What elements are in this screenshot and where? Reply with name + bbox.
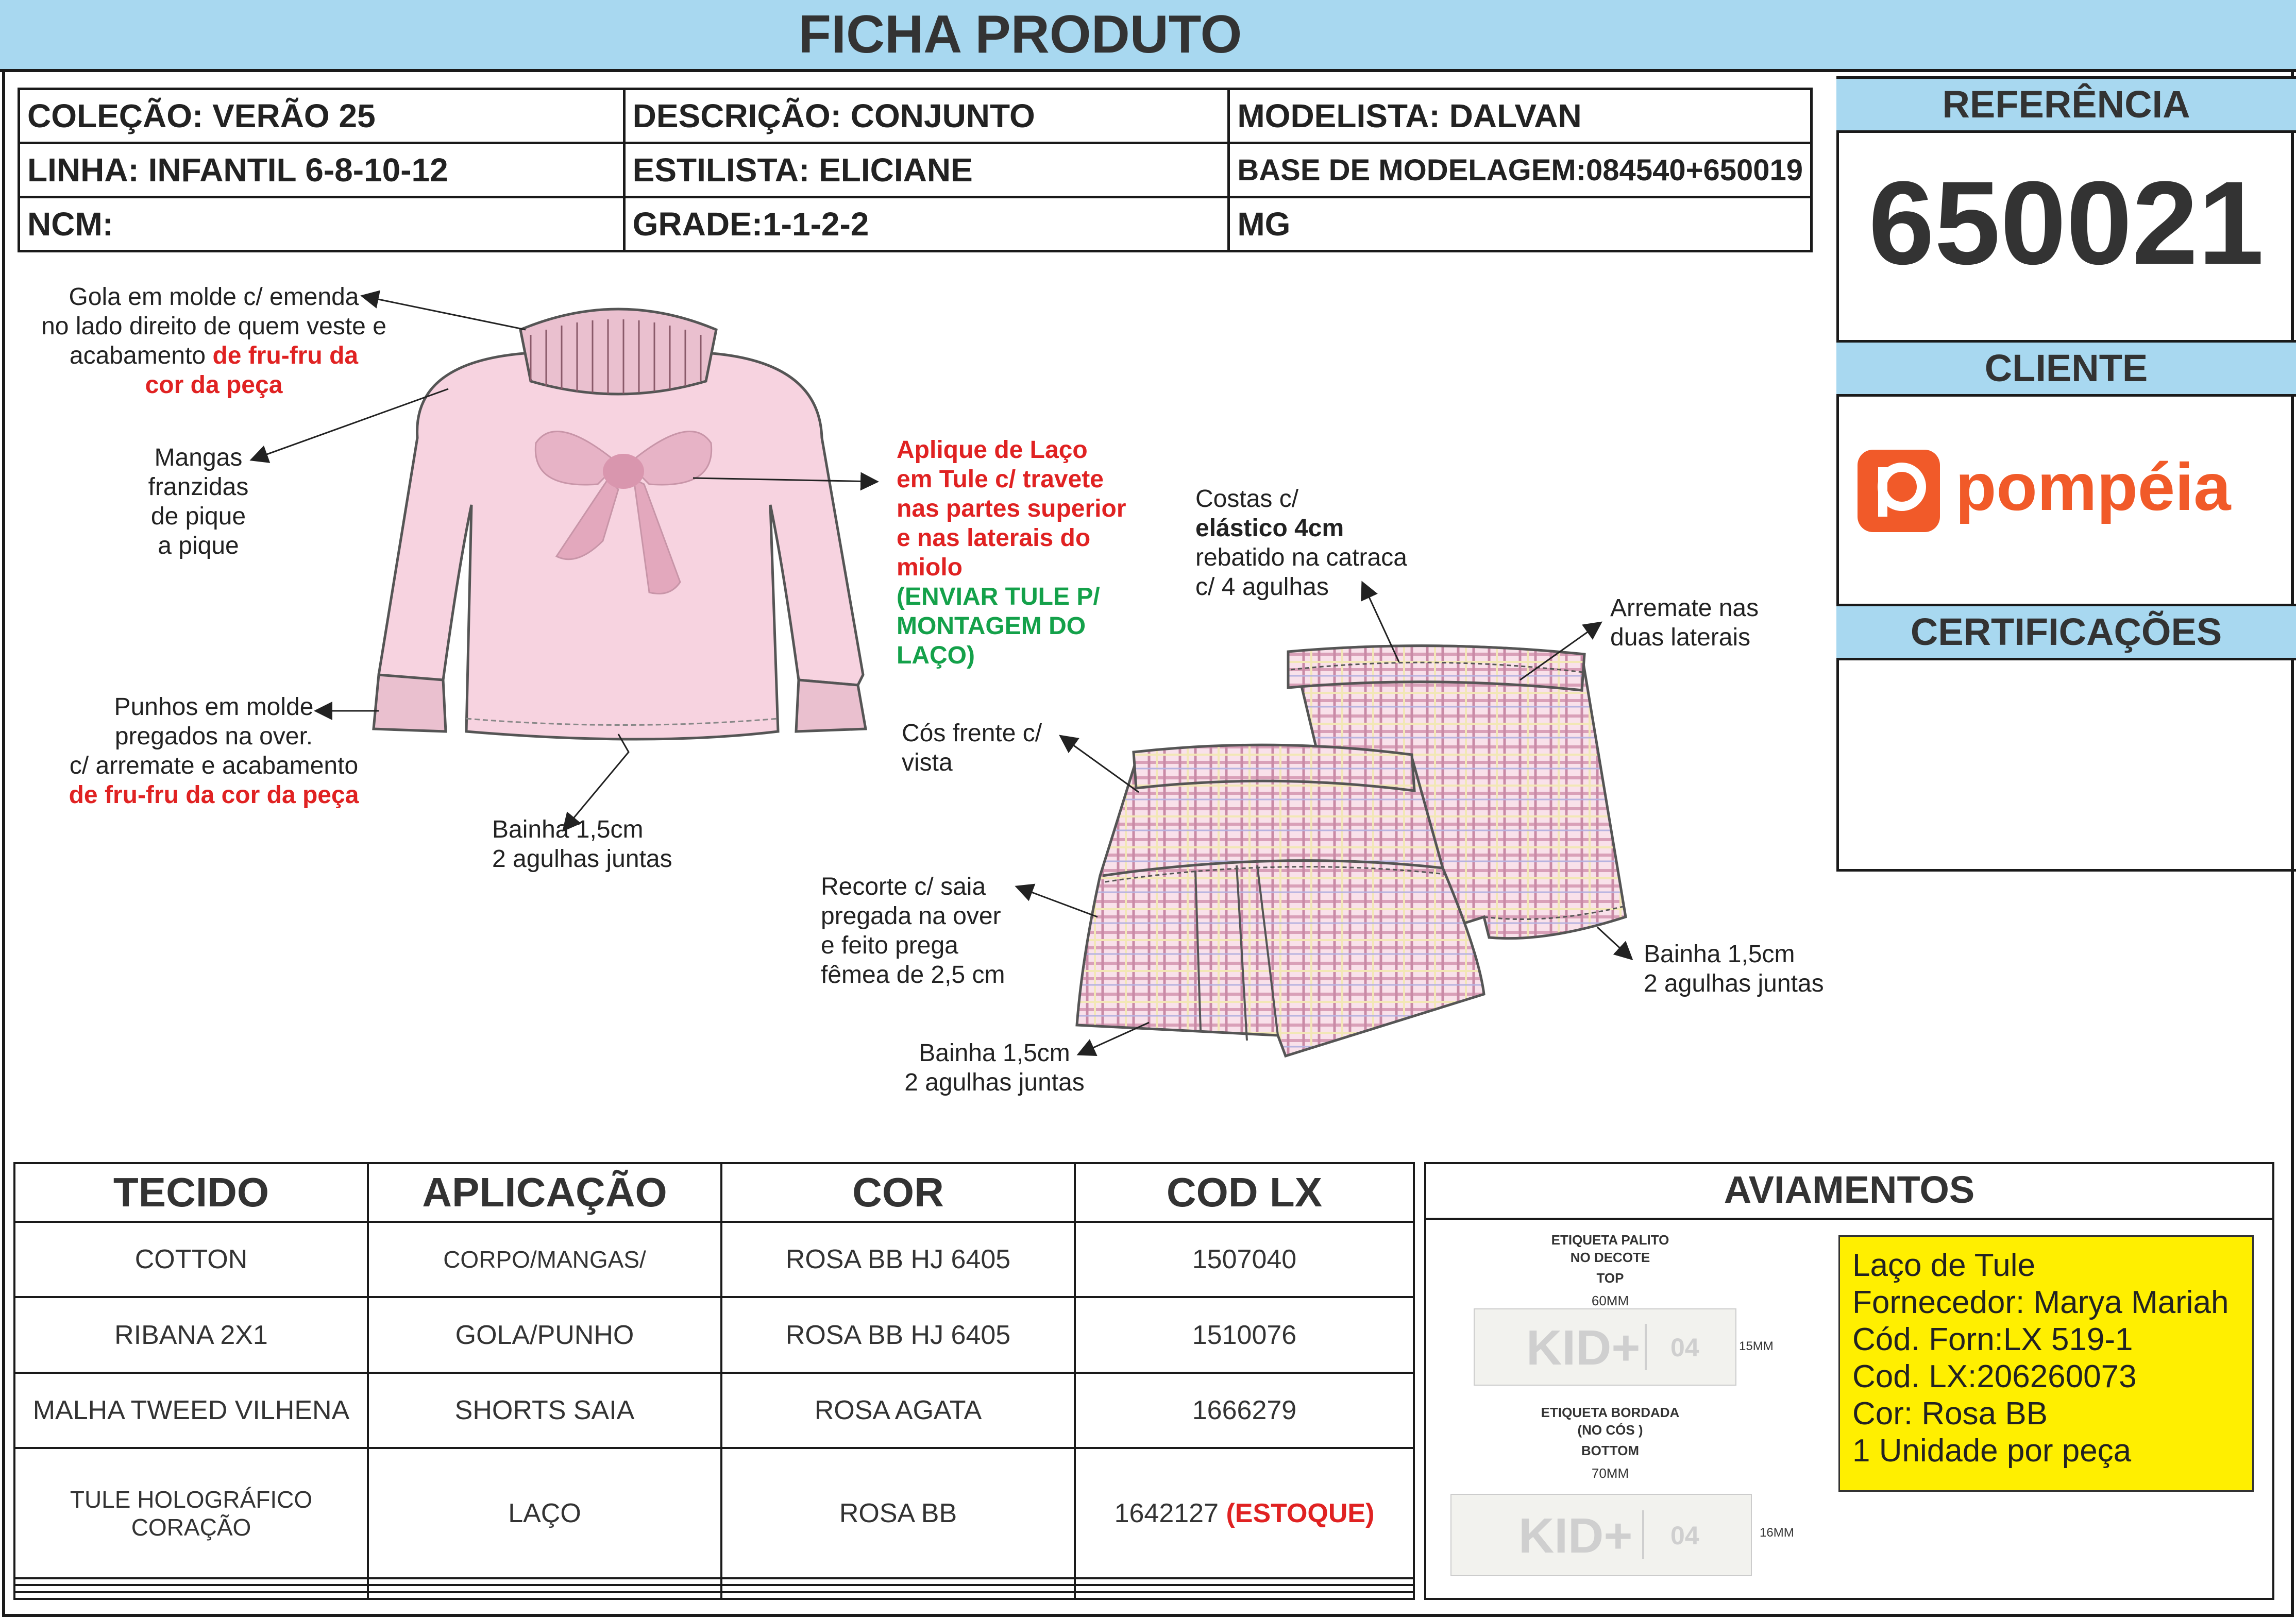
table-row bbox=[14, 1373, 1414, 1448]
note-red-text: nas partes superior bbox=[897, 495, 1126, 522]
empty-cell bbox=[368, 1578, 721, 1585]
info-line: Fornecedor: Marya Mariah bbox=[1852, 1285, 2229, 1320]
cell-aplicacao: CORPO/MANGAS/ bbox=[368, 1222, 721, 1297]
cell-aplicacao: LAÇO bbox=[368, 1448, 721, 1578]
table-row bbox=[14, 1578, 1414, 1585]
estoque-badge: (ESTOQUE) bbox=[1226, 1498, 1375, 1528]
note-line: Bainha 1,5cm bbox=[1644, 941, 1795, 968]
note-red-text: de fru-fru da cor da peça bbox=[69, 781, 359, 809]
note-text: acabamento bbox=[69, 342, 213, 369]
info-line: 1 Unidade por peça bbox=[1852, 1433, 2132, 1469]
note-green-text: (ENVIAR TULE P/ bbox=[897, 583, 1100, 610]
table-row bbox=[14, 1592, 1414, 1599]
cell-cor: ROSA AGATA bbox=[721, 1373, 1075, 1448]
note-line: pregados na over. bbox=[114, 723, 313, 750]
info-line: Cod. LX:206260073 bbox=[1852, 1359, 2137, 1394]
note-line: Cós frente c/ bbox=[902, 720, 1042, 747]
table-row bbox=[14, 1448, 1414, 1578]
note-line: fêmea de 2,5 cm bbox=[821, 961, 1005, 989]
note-red-text: Aplique de Laço bbox=[897, 436, 1088, 464]
note-bainha-front bbox=[891, 1038, 1098, 1097]
note-red-text: em Tule c/ travete bbox=[897, 466, 1104, 493]
note-line: rebatido na catraca bbox=[1195, 544, 1407, 571]
empty-cell bbox=[1075, 1592, 1414, 1599]
note-line: Costas c/ bbox=[1195, 485, 1299, 513]
note-line: duas laterais bbox=[1610, 624, 1751, 651]
label-height: 15MM bbox=[1739, 1339, 1774, 1353]
table-row bbox=[14, 1297, 1414, 1372]
note-mangas bbox=[119, 443, 278, 560]
note-bainha-top bbox=[492, 815, 672, 874]
size-mark: 04 bbox=[1670, 1333, 1699, 1362]
cell-tecido: RIBANA 2X1 bbox=[14, 1297, 368, 1372]
fabric-table bbox=[13, 1162, 1415, 1600]
label-position: TOP bbox=[1596, 1270, 1624, 1286]
note-line: Punhos em molde bbox=[114, 693, 314, 721]
referencia-header: REFERÊNCIA bbox=[1836, 76, 2296, 133]
note-line: 2 agulhas juntas bbox=[904, 1069, 1085, 1096]
note-line: e feito prega bbox=[821, 932, 958, 959]
fabric-header-row bbox=[14, 1163, 1414, 1222]
info-line: Cor: Rosa BB bbox=[1852, 1396, 2048, 1431]
note-line: no lado direito de quem veste e bbox=[41, 313, 386, 340]
note-line: Arremate nas bbox=[1610, 594, 1759, 622]
label-caption-line: ETIQUETA PALITO bbox=[1551, 1232, 1669, 1248]
label-divider bbox=[1642, 1510, 1644, 1559]
etiqueta-palito-label bbox=[1474, 1308, 1736, 1386]
brand-mark: KID+ bbox=[1518, 1508, 1633, 1563]
note-red-text: e nas laterais do bbox=[897, 524, 1091, 552]
note-cos-frente bbox=[902, 719, 1042, 777]
note-line: vista bbox=[902, 749, 953, 776]
col-cor: COR bbox=[721, 1163, 1075, 1222]
note-green-text: LAÇO) bbox=[897, 642, 975, 669]
certificacoes-header: CERTIFICAÇÕES bbox=[1836, 604, 2296, 660]
note-line bbox=[31, 341, 397, 370]
note-line: Gola em molde c/ emenda bbox=[69, 283, 359, 311]
sweater-drawing bbox=[374, 309, 866, 739]
cell-cor: ROSA BB HJ 6405 bbox=[721, 1222, 1075, 1297]
note-line: Bainha 1,5cm bbox=[919, 1039, 1070, 1067]
cell-cod: 1507040 bbox=[1075, 1222, 1414, 1297]
cliente-logo-text: pompéia bbox=[1955, 449, 2231, 524]
laco-tule-info-box bbox=[1838, 1235, 2254, 1492]
table-row bbox=[14, 1585, 1414, 1592]
col-cod-lx: COD LX bbox=[1075, 1163, 1414, 1222]
info-mg: MG bbox=[1229, 197, 1812, 251]
empty-cell bbox=[721, 1592, 1075, 1599]
cell-cor: ROSA BB HJ 6405 bbox=[721, 1297, 1075, 1372]
label-position: BOTTOM bbox=[1581, 1443, 1640, 1458]
etiqueta-bordada-label bbox=[1450, 1494, 1752, 1576]
label-caption-line: ETIQUETA BORDADA bbox=[1541, 1405, 1680, 1420]
cliente-header: CLIENTE bbox=[1836, 340, 2296, 397]
note-green-text: MONTAGEM DO bbox=[897, 612, 1086, 640]
note-bold-text: elástico 4cm bbox=[1195, 515, 1344, 542]
size-mark: 04 bbox=[1670, 1521, 1699, 1550]
note-gola bbox=[31, 282, 397, 400]
cell-cod: 1666279 bbox=[1075, 1373, 1414, 1448]
note-line: franzidas bbox=[148, 473, 249, 501]
note-recorte bbox=[821, 872, 1005, 990]
label-width: 70MM bbox=[1591, 1465, 1629, 1481]
info-line: Laço de Tule bbox=[1852, 1248, 2036, 1283]
info-modelista: MODELISTA: DALVAN bbox=[1229, 89, 1812, 143]
info-colecao: COLEÇÃO: VERÃO 25 bbox=[19, 89, 624, 143]
note-line: c/ arremate e acabamento bbox=[69, 752, 359, 779]
note-punhos bbox=[31, 692, 397, 810]
label-caption-line: NO DECOTE bbox=[1570, 1250, 1650, 1265]
info-estilista: ESTILISTA: ELICIANE bbox=[624, 143, 1229, 197]
empty-cell bbox=[368, 1585, 721, 1592]
cell-aplicacao: SHORTS SAIA bbox=[368, 1373, 721, 1448]
note-arremate bbox=[1610, 593, 1759, 652]
info-ncm: NCM: bbox=[19, 197, 624, 251]
label-width: 60MM bbox=[1591, 1293, 1629, 1308]
info-linha: LINHA: INFANTIL 6-8-10-12 bbox=[19, 143, 624, 197]
note-line: 2 agulhas juntas bbox=[492, 845, 672, 873]
brand-mark: KID+ bbox=[1526, 1320, 1641, 1375]
info-line: Cód. Forn:LX 519-1 bbox=[1852, 1322, 2133, 1357]
info-grade: GRADE:1-1-2-2 bbox=[624, 197, 1229, 251]
note-line: Recorte c/ saia bbox=[821, 873, 986, 900]
col-tecido: TECIDO bbox=[14, 1163, 368, 1222]
cell-cod-value: 1642127 bbox=[1114, 1498, 1226, 1528]
note-line: de pique bbox=[150, 503, 246, 530]
label1-caption bbox=[1494, 1231, 1726, 1309]
note-line: c/ 4 agulhas bbox=[1195, 573, 1329, 601]
empty-cell bbox=[1075, 1585, 1414, 1592]
note-line: Bainha 1,5cm bbox=[492, 816, 644, 843]
cell-cod bbox=[1075, 1448, 1414, 1578]
label-caption-line: (NO CÓS ) bbox=[1577, 1422, 1643, 1438]
empty-cell bbox=[721, 1578, 1075, 1585]
note-aplique bbox=[897, 435, 1126, 670]
note-line: 2 agulhas juntas bbox=[1644, 970, 1824, 997]
label-height: 16MM bbox=[1760, 1526, 1794, 1540]
note-line: pregada na over bbox=[821, 902, 1001, 930]
empty-cell bbox=[721, 1585, 1075, 1592]
table-row bbox=[14, 1222, 1414, 1297]
info-base-modelagem: BASE DE MODELAGEM:084540+650019 bbox=[1229, 143, 1812, 197]
empty-cell bbox=[14, 1578, 368, 1585]
cell-aplicacao: GOLA/PUNHO bbox=[368, 1297, 721, 1372]
note-red-text: miolo bbox=[897, 554, 963, 581]
empty-cell bbox=[1075, 1578, 1414, 1585]
cell-tecido: COTTON bbox=[14, 1222, 368, 1297]
col-aplicacao: APLICAÇÃO bbox=[368, 1163, 721, 1222]
cell-tecido: MALHA TWEED VILHENA bbox=[14, 1373, 368, 1448]
page-title: FICHA PRODUTO bbox=[798, 5, 1242, 64]
label-divider bbox=[1645, 1324, 1647, 1370]
note-line: a pique bbox=[158, 532, 239, 559]
label2-caption bbox=[1494, 1404, 1726, 1482]
cell-tecido: TULE HOLOGRÁFICO CORAÇÃO bbox=[14, 1448, 368, 1578]
cell-cor: ROSA BB bbox=[721, 1448, 1075, 1578]
empty-cell bbox=[368, 1592, 721, 1599]
note-bainha-back bbox=[1644, 940, 1824, 998]
empty-cell bbox=[14, 1585, 368, 1592]
cell-cod: 1510076 bbox=[1075, 1297, 1414, 1372]
aviamentos-title: AVIAMENTOS bbox=[1424, 1162, 2274, 1220]
note-costas bbox=[1195, 484, 1407, 602]
note-red-text: de fru-fru da bbox=[212, 342, 359, 369]
empty-cell bbox=[14, 1592, 368, 1599]
note-line: Mangas bbox=[154, 444, 243, 471]
info-descricao: DESCRIÇÃO: CONJUNTO bbox=[624, 89, 1229, 143]
referencia-number: 650021 bbox=[1868, 157, 2264, 289]
note-red-text: cor da peça bbox=[145, 371, 283, 399]
